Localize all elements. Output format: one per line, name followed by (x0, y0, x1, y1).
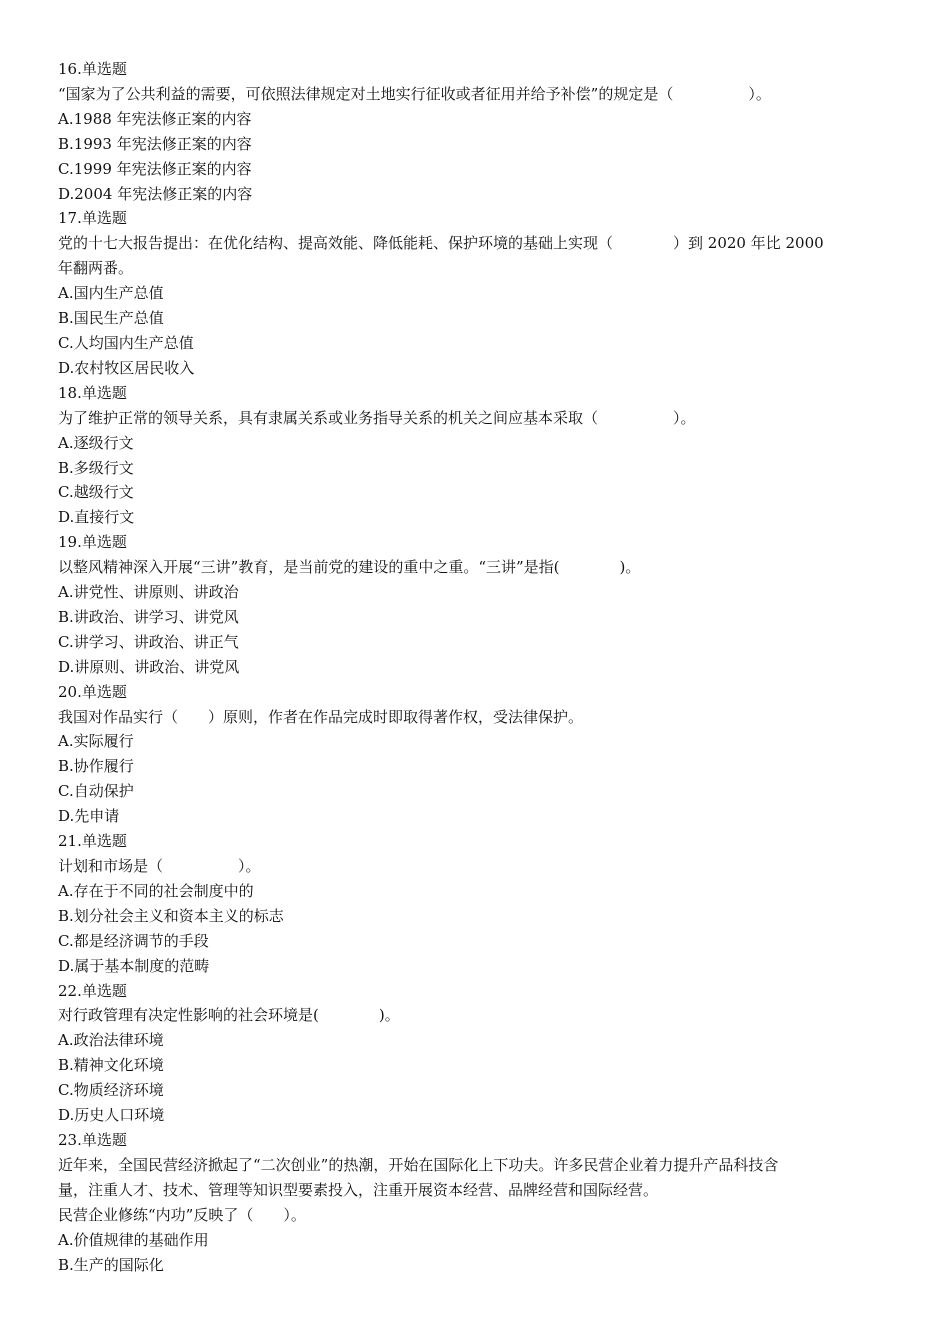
option-a: A.国内生产总值 (58, 284, 164, 303)
question-19 (58, 530, 888, 679)
option-d: D.讲原则、讲政治、讲党风 (58, 657, 240, 676)
option-d: D.历史人口环境 (58, 1106, 165, 1125)
option-d: D.2004 年宪法修正案的内容 (58, 184, 253, 203)
option-a: A.实际履行 (58, 732, 134, 751)
option-b: B.划分社会主义和资本主义的标志 (58, 906, 284, 925)
option-b: B.国民生产总值 (58, 309, 164, 328)
question-stem-cont: 年翻两番。 (58, 259, 134, 278)
option-a: A.逐级行文 (58, 433, 134, 452)
question-22 (58, 979, 888, 1128)
question-21 (58, 829, 888, 978)
option-b: B.多级行文 (58, 458, 134, 477)
question-stem: 为了维护正常的领导关系，具有隶属关系或业务指导关系的机关之间应基本采取（ ）。 (58, 408, 696, 427)
option-b: B.1993 年宪法修正案的内容 (58, 134, 252, 153)
option-a: A.1988 年宪法修正案的内容 (58, 109, 252, 128)
question-header: 21.单选题 (58, 832, 127, 851)
option-a: A.政治法律环境 (58, 1031, 164, 1050)
question-header: 17.单选题 (58, 209, 127, 228)
option-b: B.协作履行 (58, 757, 134, 776)
option-c: C.讲学习、讲政治、讲正气 (58, 632, 239, 651)
option-d: D.属于基本制度的范畴 (58, 956, 210, 975)
option-c: C.物质经济环境 (58, 1081, 164, 1100)
question-23 (58, 1128, 888, 1277)
option-c: C.都是经济调节的手段 (58, 931, 209, 950)
question-header: 18.单选题 (58, 383, 127, 402)
question-header: 16.单选题 (58, 60, 127, 78)
option-d: D.农村牧区居民收入 (58, 358, 195, 377)
option-a: A.存在于不同的社会制度中的 (58, 881, 254, 900)
question-stem: 近年来，全国民营经济掀起了“二次创业”的热潮，开始在国际化上下功夫。许多民营企业着力提升产品科技含 (58, 1155, 779, 1174)
option-c: C.自动保护 (58, 782, 134, 801)
option-b: B.精神文化环境 (58, 1056, 164, 1075)
exam-page (58, 57, 888, 1277)
option-c: C.人均国内生产总值 (58, 333, 194, 352)
question-18 (58, 381, 888, 530)
question-stem: 计划和市场是（ ）。 (58, 857, 261, 875)
question-17 (58, 206, 888, 380)
option-a: A.价值规律的基础作用 (58, 1230, 209, 1249)
option-d: D.先申请 (58, 807, 120, 826)
question-header: 20.单选题 (58, 682, 127, 701)
option-a: A.讲党性、讲原则、讲政治 (58, 583, 239, 602)
question-stem: “国家为了公共利益的需要，可依照法律规定对土地实行征收或者征用并给予补偿”的规定是（ ）。 (58, 84, 771, 103)
question-20 (58, 680, 888, 829)
option-b: B.讲政治、讲学习、讲党风 (58, 607, 239, 626)
question-stem: 以整风精神深入开展“三讲”教育，是当前党的建设的重中之重。“三讲”是指( )。 (58, 558, 641, 577)
question-stem: 党的十七大报告提出：在优化结构、提高效能、降低能耗、保护环境的基础上实现（ ）到 2020 年比 2000 (58, 234, 824, 253)
question-header: 23.单选题 (58, 1130, 127, 1149)
option-c: C.1999 年宪法修正案的内容 (58, 159, 252, 178)
question-16 (58, 57, 888, 206)
question-prompt: 民营企业修练“内功”反映了（ ）。 (58, 1205, 306, 1224)
question-stem-cont: 量，注重人才、技术、管理等知识型要素投入，注重开展资本经营、品牌经营和国际经营。 (58, 1180, 659, 1199)
option-c: C.越级行文 (58, 483, 134, 502)
option-d: D.直接行文 (58, 508, 135, 527)
question-header: 22.单选题 (58, 981, 127, 1000)
option-b: B.生产的国际化 (58, 1255, 164, 1274)
question-stem: 我国对作品实行（ ）原则，作者在作品完成时即取得著作权，受法律保护。 (58, 707, 584, 726)
question-header: 19.单选题 (58, 533, 127, 552)
question-stem: 对行政管理有决定性影响的社会环境是( )。 (58, 1006, 400, 1025)
